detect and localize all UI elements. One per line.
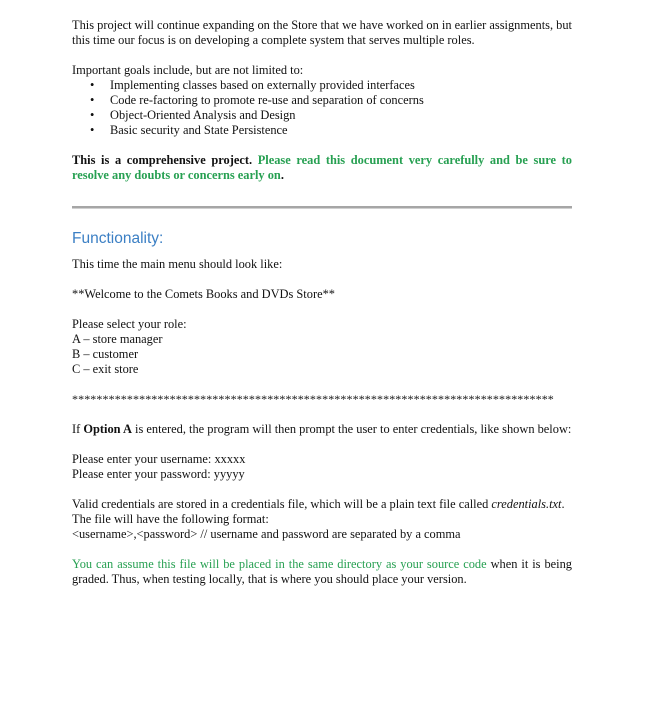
goals-lead: Important goals include, but are not limited to: — [72, 63, 304, 77]
list-item: • Object-Oriented Analysis and Design — [90, 108, 296, 122]
bullet-icon: • — [90, 123, 95, 137]
option-a-paragraph: If Option A is entered, the program will then prompt the user to enter credentials, like shown below: — [72, 422, 572, 436]
intro-paragraph: This project will continue expanding on the Store that we have worked on in earlier assignments, but this time our focus is on developing a complete system that serves multiple roles. — [72, 18, 572, 47]
star-separator: ******************************************************************************* — [72, 392, 554, 406]
role-option-b: B – customer — [72, 347, 139, 361]
goals-list — [72, 78, 572, 138]
list-item: • Basic security and State Persistence — [90, 123, 288, 137]
role-option-a: A – store manager — [72, 332, 163, 346]
password-prompt: Please enter your password: yyyyy — [72, 467, 245, 481]
option-a-label: Option A — [83, 422, 132, 436]
functionality-heading: Functionality: — [72, 230, 164, 247]
document-page — [72, 18, 572, 587]
welcome-line: **Welcome to the Comets Books and DVDs Store** — [72, 287, 335, 301]
bullet-icon: • — [90, 93, 95, 107]
bullet-icon: • — [90, 108, 95, 122]
credentials-line-2: The file will have the following format: — [72, 512, 269, 526]
list-item: • Implementing classes based on externally provided interfaces — [90, 78, 415, 92]
username-prompt: Please enter your username: xxxxx — [72, 452, 246, 466]
bullet-icon: • — [90, 78, 95, 92]
section-divider — [72, 206, 572, 209]
placement-paragraph: You can assume this file will be placed in the same directory as your source code when it is being graded. Thus, when testing locally, that is where you should place your version. — [72, 557, 572, 586]
select-role-prompt: Please select your role: — [72, 317, 187, 331]
notice-bold: This is a comprehensive project. — [72, 153, 253, 167]
credentials-filename: credentials.txt — [491, 497, 562, 511]
list-item: • Code re-factoring to promote re-use and separation of concerns — [90, 93, 424, 107]
notice-green: Please read this document very carefully and be sure to resolve any doubts or concerns early on — [72, 153, 572, 182]
placement-green: You can assume this file will be placed in the same directory as your source code — [72, 557, 487, 571]
role-option-c: C – exit store — [72, 362, 139, 376]
comprehensive-notice: This is a comprehensive project. Please read this document very carefully and be sure to resolve any doubts or concerns early on. — [72, 153, 572, 182]
credentials-format: <username>,<password> // username and password are separated by a comma — [72, 527, 461, 541]
credentials-line-1: Valid credentials are stored in a credentials file, which will be a plain text file called credentials.txt. — [72, 497, 565, 511]
menu-intro: This time the main menu should look like: — [72, 257, 283, 271]
